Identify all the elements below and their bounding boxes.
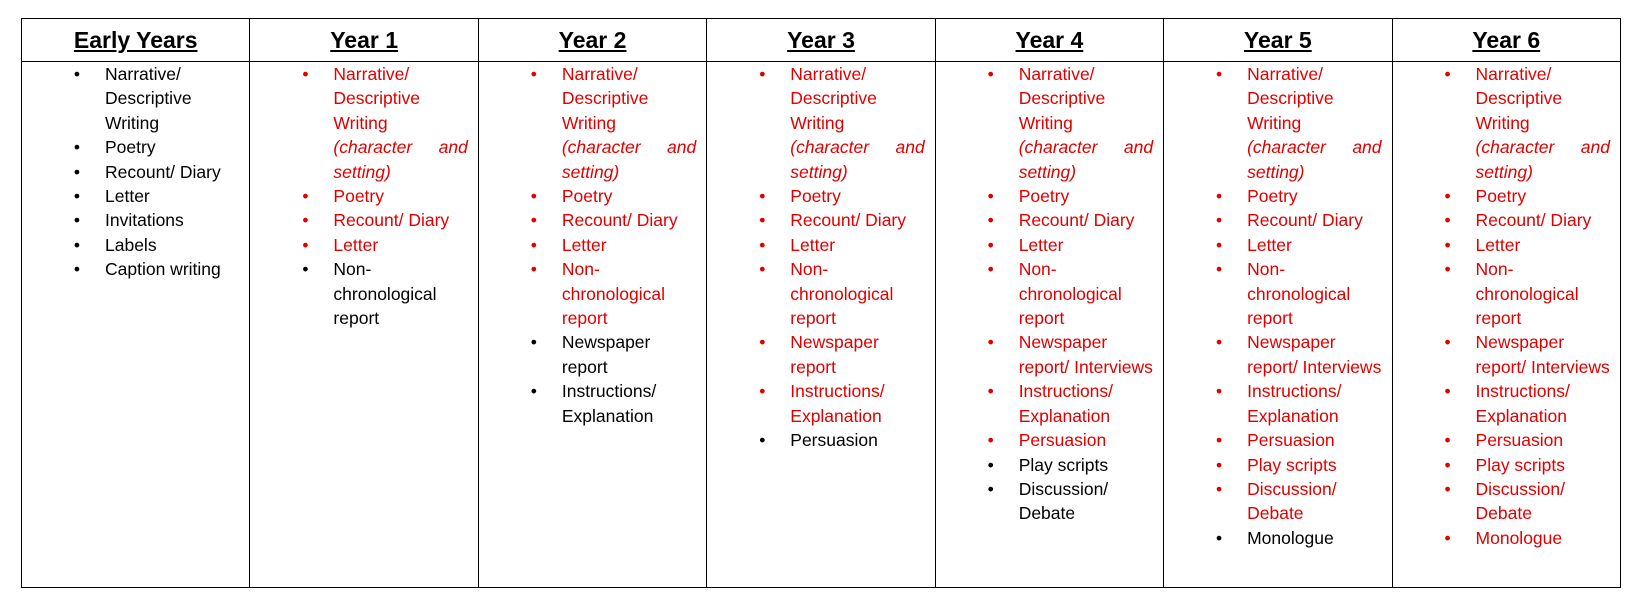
genre-label: Persuasion [790,430,878,451]
bullet-icon: • [302,234,309,255]
bullet-icon: • [530,210,537,231]
genre-label: Instructions/ Explanation [1018,381,1114,426]
genre-list [1393,62,1620,550]
genre-item [479,184,706,208]
genre-label: Instructions/ Explanation [1247,381,1342,426]
bullet-icon: • [987,64,994,84]
genre-label: Recount/ Diary [561,210,678,231]
genre-label: Caption writing [105,259,221,280]
bullet-icon: • [1216,381,1223,402]
bullet-icon: • [1444,381,1451,402]
genre-label: Narrative/ Descriptive Writing [1018,64,1106,133]
genre-item [1393,477,1620,526]
genre-label: Discussion/ Debate [1247,478,1337,524]
genre-label: Recount/ Diary [1475,210,1592,231]
genre-note: (character and setting) [561,137,697,182]
bullet-icon: • [73,64,81,84]
genre-label: Non-chronological report [561,259,665,329]
genre-label: Recount/ Diary [105,161,221,182]
genre-label: Play scripts [1018,454,1109,475]
genre-item [707,62,934,184]
genre-label: Poetry [1475,186,1527,207]
genre-item [1164,208,1391,232]
genre-label: Non-chronological report [333,259,437,329]
genre-list [250,62,477,330]
genre-item [479,257,706,330]
genre-label: Non-chronological report [1475,259,1579,329]
bullet-icon: • [1444,186,1451,207]
genre-list [936,62,1163,526]
heading-year-4: Year 4 [935,19,1163,62]
bullet-icon: • [1444,527,1451,548]
bullet-icon: • [530,259,537,280]
genre-label: Newspaper report [561,332,651,377]
genre-label: Poetry [1018,186,1070,207]
bullet-icon: • [73,234,81,255]
genre-item [707,330,934,379]
genre-list [479,62,706,428]
bullet-icon: • [1444,478,1451,499]
bullet-icon: • [987,210,994,231]
genre-item [936,453,1163,477]
genre-label: Letter [105,186,150,207]
genre-item [1164,379,1391,428]
column-year-4 [935,62,1163,588]
bullet-icon: • [987,381,994,402]
bullet-icon: • [1216,210,1223,231]
genre-item [1393,62,1620,184]
genre-item [22,184,249,208]
genre-item [1393,330,1620,379]
genre-item [22,160,249,184]
bullet-icon: • [1216,332,1223,353]
genre-item [250,184,477,208]
heading-year-5: Year 5 [1164,19,1392,62]
genre-item [1164,257,1391,330]
genre-item [707,379,934,428]
heading-year-2: Year 2 [478,19,706,62]
genre-item [936,330,1163,379]
bullet-icon: • [759,381,766,402]
bullet-icon: • [759,64,766,84]
genre-item [936,184,1163,208]
genre-item [1164,428,1391,452]
bullet-icon: • [987,186,994,207]
bullet-icon: • [530,234,537,255]
genre-label: Letter [1475,234,1521,255]
genre-label: Letter [1018,234,1064,255]
genre-label: Non-chronological report [790,259,894,329]
column-year-3 [707,62,935,588]
bullet-icon: • [759,332,766,353]
bullet-icon: • [1216,186,1223,207]
genre-label: Labels [105,234,157,255]
genre-item [1393,379,1620,428]
genre-item [479,208,706,232]
genre-label: Narrative/ Descriptive Writing [1247,64,1334,133]
genre-label: Newspaper report/ Interviews [1475,332,1610,377]
genre-item [250,208,477,232]
genre-label: Instructions/ Explanation [790,381,885,426]
genre-item [250,233,477,257]
genre-item [22,257,249,281]
genre-label: Invitations [105,210,184,231]
genre-item [936,62,1163,184]
genre-label: Instructions/ Explanation [561,381,657,426]
bullet-icon: • [1444,234,1451,255]
bullet-icon: • [1444,210,1451,231]
genre-label: Play scripts [1475,454,1565,475]
genre-label: Newspaper report/ Interviews [1247,332,1382,377]
header-row [22,19,1621,62]
genre-label: Recount/ Diary [790,210,907,231]
bullet-icon: • [302,259,309,280]
genre-item [479,62,706,184]
bullet-icon: • [73,161,81,182]
genre-item [1393,428,1620,452]
genre-item [479,379,706,428]
bullet-icon: • [759,234,766,255]
genre-item [1164,62,1391,184]
genre-note: (character and setting) [1475,137,1610,182]
genre-item [707,208,934,232]
column-year-6 [1392,62,1620,588]
bullet-icon: • [1216,478,1223,499]
bullet-icon: • [1444,454,1451,475]
genre-item [936,208,1163,232]
genre-list [1164,62,1391,550]
bullet-icon: • [1444,64,1451,84]
genre-item [1393,208,1620,232]
genre-note: (character and setting) [790,137,925,182]
genre-label: Narrative/ Descriptive Writing [105,64,192,133]
bullet-icon: • [987,332,994,353]
genre-label: Monologue [1247,527,1334,548]
genre-label: Persuasion [1475,430,1564,451]
bullet-icon: • [73,259,81,280]
genre-item [250,62,477,184]
genre-label: Persuasion [1018,430,1107,451]
genre-label: Narrative/ Descriptive Writing [790,64,877,133]
bullet-icon: • [1216,234,1223,255]
genre-item [479,330,706,379]
genre-label: Play scripts [1247,454,1337,475]
genre-item [707,233,934,257]
bullet-icon: • [1216,430,1223,451]
genre-item [936,379,1163,428]
bullet-icon: • [987,478,994,499]
genre-item [1393,233,1620,257]
genre-item [1164,233,1391,257]
bullet-icon: • [1216,454,1223,475]
bullet-icon: • [759,259,766,280]
genre-label: Recount/ Diary [1247,210,1363,231]
bullet-icon: • [987,234,994,255]
genre-item [22,135,249,159]
bullet-icon: • [1216,527,1223,548]
genre-item [1164,477,1391,526]
bullet-icon: • [987,454,994,475]
bullet-icon: • [302,186,309,207]
genre-label: Non-chronological report [1247,259,1351,329]
genre-label: Discussion/ Debate [1018,478,1109,524]
genre-item [936,233,1163,257]
genre-label: Newspaper report/ Interviews [1018,332,1153,377]
bullet-icon: • [73,137,81,158]
bullet-icon: • [1216,64,1223,84]
bullet-icon: • [530,64,537,84]
genre-label: Non-chronological report [1018,259,1122,329]
genre-label: Monologue [1475,527,1563,548]
genre-item [1393,526,1620,550]
genre-item [479,233,706,257]
genre-label: Letter [333,234,379,255]
bullet-icon: • [302,64,309,84]
heading-year-6: Year 6 [1392,19,1620,62]
genre-label: Recount/ Diary [333,210,450,231]
genre-item [22,233,249,257]
column-year-1 [250,62,478,588]
genre-label: Narrative/ Descriptive Writing [1475,64,1563,133]
genre-item [22,208,249,232]
genre-item [1393,184,1620,208]
bullet-icon: • [759,186,766,207]
bullet-icon: • [530,186,537,207]
bullet-icon: • [302,210,309,231]
genre-list [707,62,934,453]
genre-item [250,257,477,330]
genre-label: Recount/ Diary [1018,210,1135,231]
genre-item [1164,453,1391,477]
genre-label: Letter [561,234,607,255]
bullet-icon: • [1444,332,1451,353]
bullet-icon: • [759,210,766,231]
genre-item [22,62,249,135]
column-early-years [22,62,250,588]
genre-note: (character and setting) [1247,137,1382,182]
genre-item [707,257,934,330]
genre-item [707,184,934,208]
genre-item [1164,184,1391,208]
genre-item [936,257,1163,330]
genre-note: (character and setting) [1018,137,1154,182]
bullet-icon: • [73,210,81,231]
column-year-5 [1164,62,1392,588]
heading-early-years: Early Years [22,19,250,62]
bullet-icon: • [987,259,994,280]
genre-item [1393,453,1620,477]
genre-label: Narrative/ Descriptive Writing [561,64,649,133]
bullet-icon: • [73,186,81,207]
genre-label: Narrative/ Descriptive Writing [333,64,420,133]
genre-item [707,428,934,452]
genre-label: Persuasion [1247,430,1335,451]
heading-year-3: Year 3 [707,19,935,62]
genre-label: Poetry [790,186,841,207]
genre-label: Discussion/ Debate [1475,478,1566,524]
writing-genres-table [21,18,1621,588]
genre-item [936,477,1163,526]
bullet-icon: • [759,430,766,451]
heading-year-1: Year 1 [250,19,478,62]
genre-label: Letter [1247,234,1292,255]
bullet-icon: • [1444,430,1451,451]
genre-label: Poetry [561,186,613,207]
bullet-icon: • [1216,259,1223,280]
genre-item [936,428,1163,452]
genre-label: Instructions/ Explanation [1475,381,1570,426]
genre-list [22,62,249,282]
bullet-icon: • [1444,259,1451,280]
genre-item [1393,257,1620,330]
genre-label: Letter [790,234,836,255]
bullet-icon: • [530,332,537,353]
column-year-2 [478,62,706,588]
genre-note: (character and setting) [333,137,468,182]
genre-label: Poetry [105,137,156,158]
genre-label: Poetry [333,186,384,207]
genre-item [1164,526,1391,550]
bullet-icon: • [530,381,537,402]
genre-label: Newspaper report [790,332,879,377]
genre-label: Poetry [1247,186,1298,207]
genre-item [1164,330,1391,379]
bullet-icon: • [987,430,994,451]
content-row [22,62,1621,588]
